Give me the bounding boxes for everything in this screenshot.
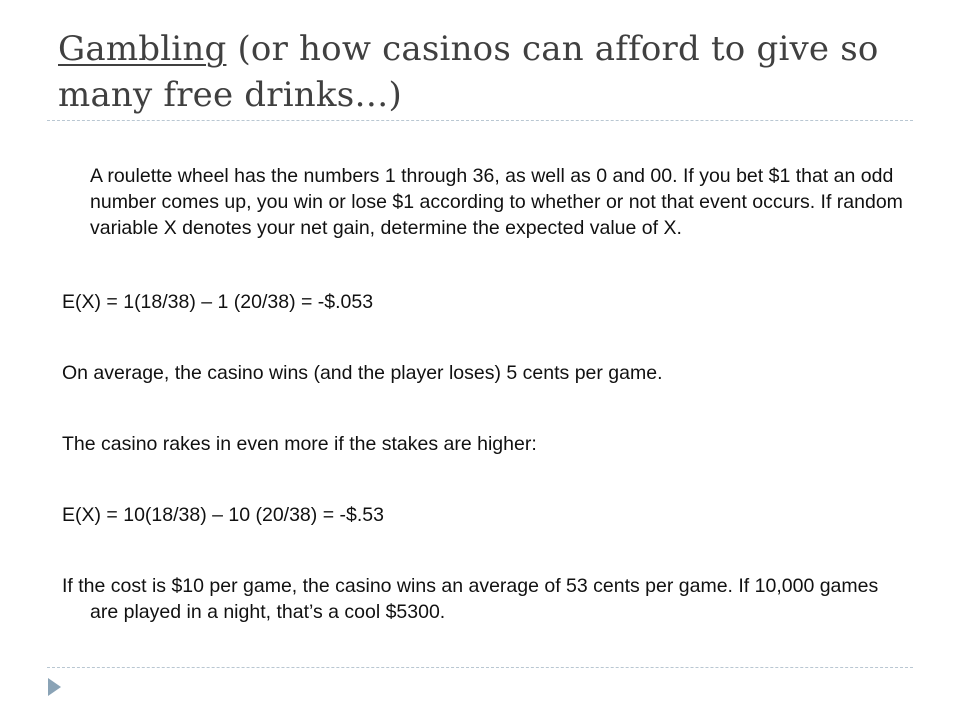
problem-statement: A roulette wheel has the numbers 1 through 36, as well as 0 and 00. If you bet $1 that an odd number comes up, you win or lose $1 according to whether or not that event occurs. If random variable X denotes your net gain, determine the expected value of X. xyxy=(90,165,903,239)
expected-value-equation-1: E(X) = 1(18/38) – 1 (20/38) = -$.053 xyxy=(62,291,374,313)
triangle-right-icon xyxy=(48,678,61,696)
bottom-divider xyxy=(47,667,913,668)
slide-body xyxy=(62,163,907,625)
title-rest: (or how casinos can afford to give so many free drinks…) xyxy=(58,29,879,115)
top-divider xyxy=(47,120,913,121)
title-underlined-word: Gambling xyxy=(58,29,227,69)
conclusion-statement: If the cost is $10 per game, the casino wins an average of 53 cents per game. If 10,000 games are played in a night, that’s a cool $5300. xyxy=(62,575,879,623)
expected-value-equation-2: E(X) = 10(18/38) – 10 (20/38) = -$.53 xyxy=(62,504,384,526)
average-statement: On average, the casino wins (and the player loses) 5 cents per game. xyxy=(62,362,663,384)
higher-stakes-statement: The casino rakes in even more if the stakes are higher: xyxy=(62,433,537,455)
slide-title xyxy=(58,26,918,118)
